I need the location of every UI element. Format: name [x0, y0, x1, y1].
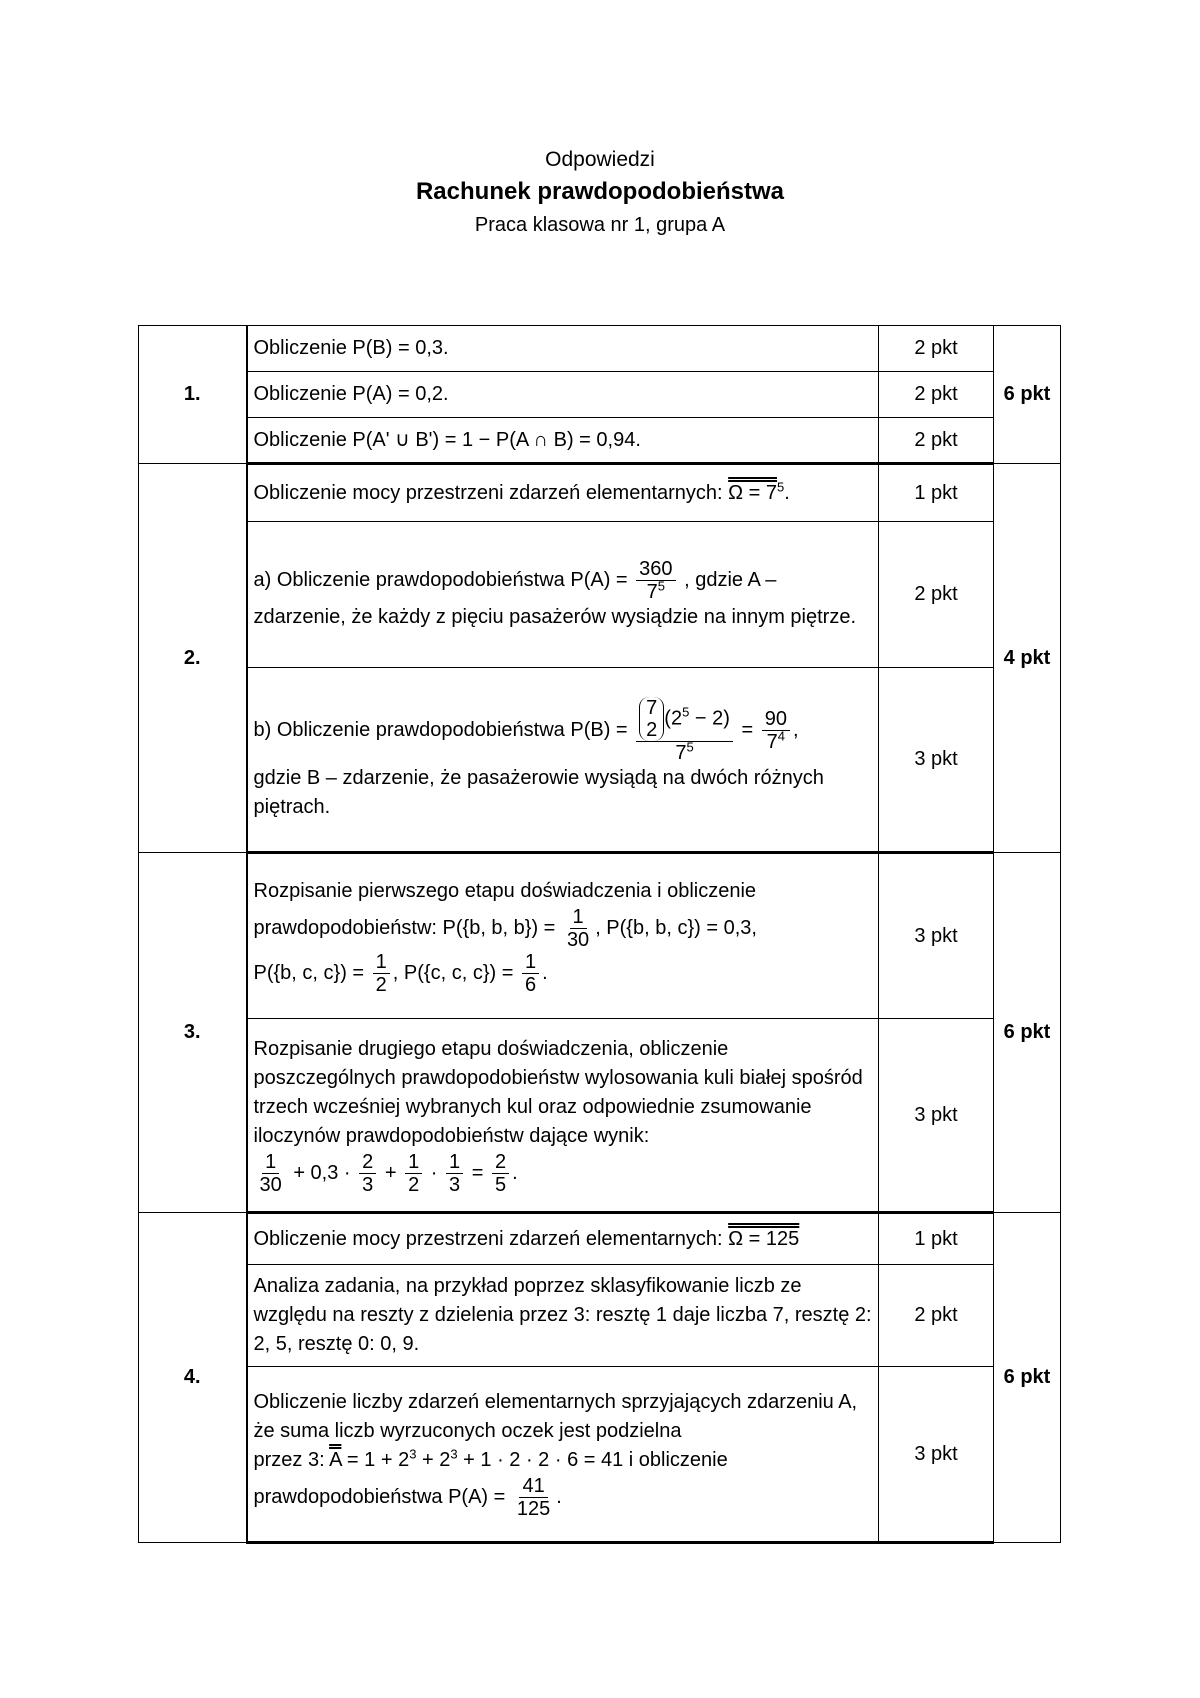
criterion-text: Obliczenie liczby zdarzeń elementarnych sprzyjających zdarzeniu A, że suma liczb wyrzuconych oczek jest podzielna przez 3: $A = 1 + 2^3 + 2^3 + 1 \cdot 2 \cdot 2 \cdot 6 = 41$ i obliczenie prawdopodobieństwa P(A) = $\frac{41}{125}$ . — [247, 1367, 879, 1543]
fraction: $\frac{1}{2}$ — [373, 951, 390, 996]
task-1-row-2 — [139, 372, 1061, 418]
task-total: 4 pkt — [994, 464, 1061, 853]
task-number: 3. — [139, 853, 247, 1213]
fraction: $\frac{1}{6}$ — [522, 951, 539, 996]
task-2-row-1 — [139, 464, 1061, 522]
criterion-text: Obliczenie P(B) = 0,3. — [247, 326, 879, 372]
task-number: 2. — [139, 464, 247, 853]
criterion-points: 2 pkt — [879, 372, 994, 418]
document-subtitle: Praca klasowa nr 1, grupa A — [474, 214, 726, 236]
criterion-text: Obliczenie mocy przestrzeni zdarzeń elementarnych: Ω = 125 — [247, 1213, 879, 1265]
task-2-row-2 — [139, 522, 1061, 668]
fraction: 7 2 $(2^5 - 2)$ $7^5$ — [636, 697, 733, 764]
fraction: $\frac{2}{5}$ — [492, 1151, 509, 1196]
criterion-text: Obliczenie P(A) = 0,2. — [247, 372, 879, 418]
binomial: 7 2 — [639, 697, 664, 741]
document-header — [0, 145, 1200, 241]
fraction: $\frac{360}{7^5}$ — [636, 558, 675, 603]
task-total: 6 pkt — [994, 1213, 1061, 1543]
header-label: Odpowiedzi — [545, 148, 655, 171]
fraction: $\frac{1}{30}$ — [566, 905, 590, 951]
fraction: $\frac{1}{30}$ — [259, 1150, 282, 1196]
criterion-text: Rozpisanie pierwszego etapu doświadczenia i obliczenie prawdopodobieństw: P({b, b, b}) = $\frac{1}{30}$ , P({b, b, c}) = 0,3, P({b, c, c}) = $\frac{1}{2}$ , P({c, c, c}) = $\frac{1}{6}$ . — [247, 853, 879, 1019]
task-3-row-2 — [139, 1019, 1061, 1213]
task-1-row-1 — [139, 326, 1061, 372]
document-title: Rachunek prawdopodobieństwa — [415, 178, 785, 205]
task-1-row-3 — [139, 418, 1061, 464]
criterion-points: 3 pkt — [879, 1367, 994, 1543]
criterion-points: 2 pkt — [879, 418, 994, 464]
criterion-text: a) Obliczenie prawdopodobieństwa P(A) = $\frac{360}{7^5}$ , gdzie A – zdarzenie, że każdy z pięciu pasażerów wysiądzie na innym piętrze. — [247, 522, 879, 668]
task-number: 1. — [139, 326, 247, 464]
criterion-points: 3 pkt — [879, 853, 994, 1019]
formula: A — [329, 1449, 342, 1471]
task-4-row-1 — [139, 1213, 1061, 1265]
task-4-row-2 — [139, 1265, 1061, 1367]
fraction: $\frac{2}{3}$ — [359, 1151, 376, 1196]
criterion-text: Analiza zadania, na przykład poprzez sklasyfikowanie liczb ze względu na reszty z dzielenia przez 3: resztę 1 daje liczba 7, resztę 2: 2, 5, resztę 0: 0, 9. — [247, 1265, 879, 1367]
fraction: $\frac{1}{2}$ — [405, 1151, 422, 1196]
criterion-text: b) Obliczenie prawdopodobieństwa P(B) = 7 2 $(2^5 - 2)$ $7^5$ = $\frac{90}{7^4}$ , gdzie B – zdarzenie, że pasażerowie wysiądą na dwóch różnych piętrach. — [247, 668, 879, 853]
criterion-points: 1 pkt — [879, 1213, 994, 1265]
task-2-row-3 — [139, 668, 1061, 853]
task-3-row-1 — [139, 853, 1061, 1019]
formula: Ω = 7 — [728, 481, 778, 504]
criterion-points: 3 pkt — [879, 1019, 994, 1213]
task-total: 6 pkt — [994, 326, 1061, 464]
criterion-points: 2 pkt — [879, 1265, 994, 1367]
criterion-points: 3 pkt — [879, 668, 994, 853]
task-total: 6 pkt — [994, 853, 1061, 1213]
fraction: $\frac{90}{7^4}$ — [762, 708, 790, 753]
criterion-points: 2 pkt — [879, 522, 994, 668]
task-4-row-3 — [139, 1367, 1061, 1543]
formula: Ω = 125 — [728, 1227, 800, 1250]
criterion-points: 2 pkt — [879, 326, 994, 372]
criterion-points: 1 pkt — [879, 464, 994, 522]
fraction: $\frac{41}{125}$ — [516, 1475, 551, 1520]
criterion-text: Obliczenie P(A' ∪ B') = 1 − P(A ∩ B) = 0,94. — [247, 418, 879, 464]
fraction: $\frac{1}{3}$ — [446, 1151, 463, 1196]
task-number: 4. — [139, 1213, 247, 1543]
criterion-text: Obliczenie mocy przestrzeni zdarzeń elementarnych: $\Omega = 7^5$. — [247, 464, 879, 522]
criterion-text: Rozpisanie drugiego etapu doświadczenia, obliczenie poszczególnych prawdopodobieństw wylosowania kuli białej spośród trzech wcześniej wybranych kul oraz odpowiednie zsumowanie iloczynów prawdopodobieństw dające wynik: $\frac{1}{30}$ + 0,3 · $\frac{2}{3}$ + $\frac{1}{2}$ · $\frac{1}{3}$ = $\frac{2}{5}$ . — [247, 1019, 879, 1213]
answer-key-table — [138, 325, 1061, 1544]
